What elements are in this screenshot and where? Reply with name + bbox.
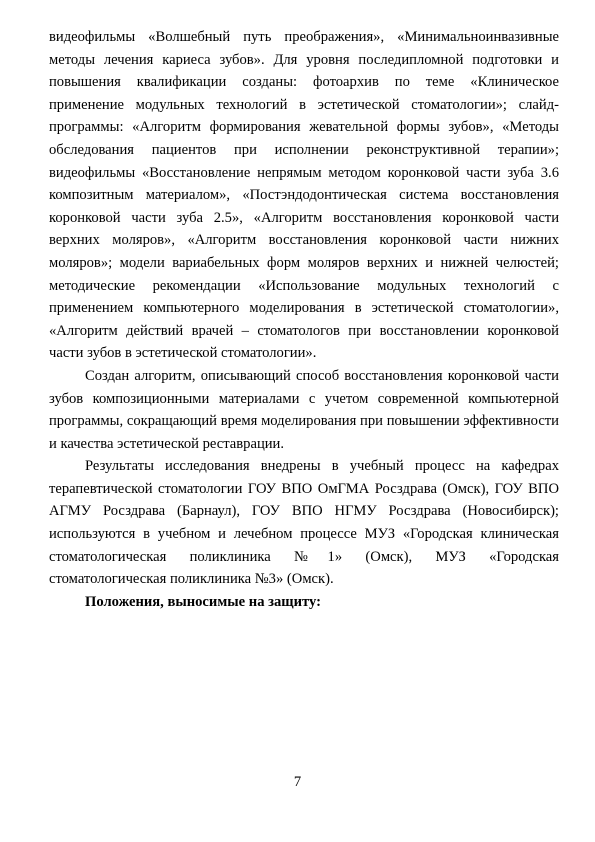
body-text (49, 26, 559, 613)
paragraph-implementation: Результаты исследования внедрены в учебный процесс на кафедрах терапевтической стоматологии ГОУ ВПО ОмГМА Росздрава (Омск), ГОУ ВПО АГМУ Росздрава (Барнаул), ГОУ ВПО НГМУ Росздрава (Новосибирск); используются в учебном и лечебном процессе МУЗ «Городская клиническая стоматологическая поликлиника №1» (Омск), МУЗ «Городская стоматологическая поликлиника №3» (Омск). (49, 458, 559, 588)
section-heading: Положения, выносимые на защиту: (85, 593, 321, 610)
paragraph-continued: видеофильмы «Волшебный путь преображения», «Минимальноинвазивные методы лечения кариеса зубов». Для уровня последипломной подготовки и повышения квалификации созданы: фотоархив по теме «Клиническое применение модульных технологий в эстетической стоматологии»; слайд-программы: «Алгоритм формирования жевательной формы зубов», «Методы обследования пациентов при исполнении реконструктивной терапии»; видеофильмы «Восстановление непрямым методом коронковой части зуба 3.6 композитным материалом», «Постэндодонтическая система восстановления коронковой части зуба 2.5», «Алгоритм восстановления коронковой части верхних моляров», «Алгоритм восстановления коронковой части нижних моляров»; модели вариабельных форм моляров верхних и нижней челюстей; методические рекомендации «Использование модульных технологий с применением компьютерного моделирования в эстетической стоматологии», «Алгоритм действий врачей – стоматологов при восстановлении коронковой части зубов в эстетической стоматологии». (49, 29, 559, 362)
paragraph-algorithm: Создан алгоритм, описывающий способ восстановления коронковой части зубов композиционными материалами с учетом современной компьютерной программы, сокращающий время моделирования при повышении эффективности и качества эстетической реставрации. (49, 367, 559, 452)
page-number: 7 (293, 774, 302, 790)
